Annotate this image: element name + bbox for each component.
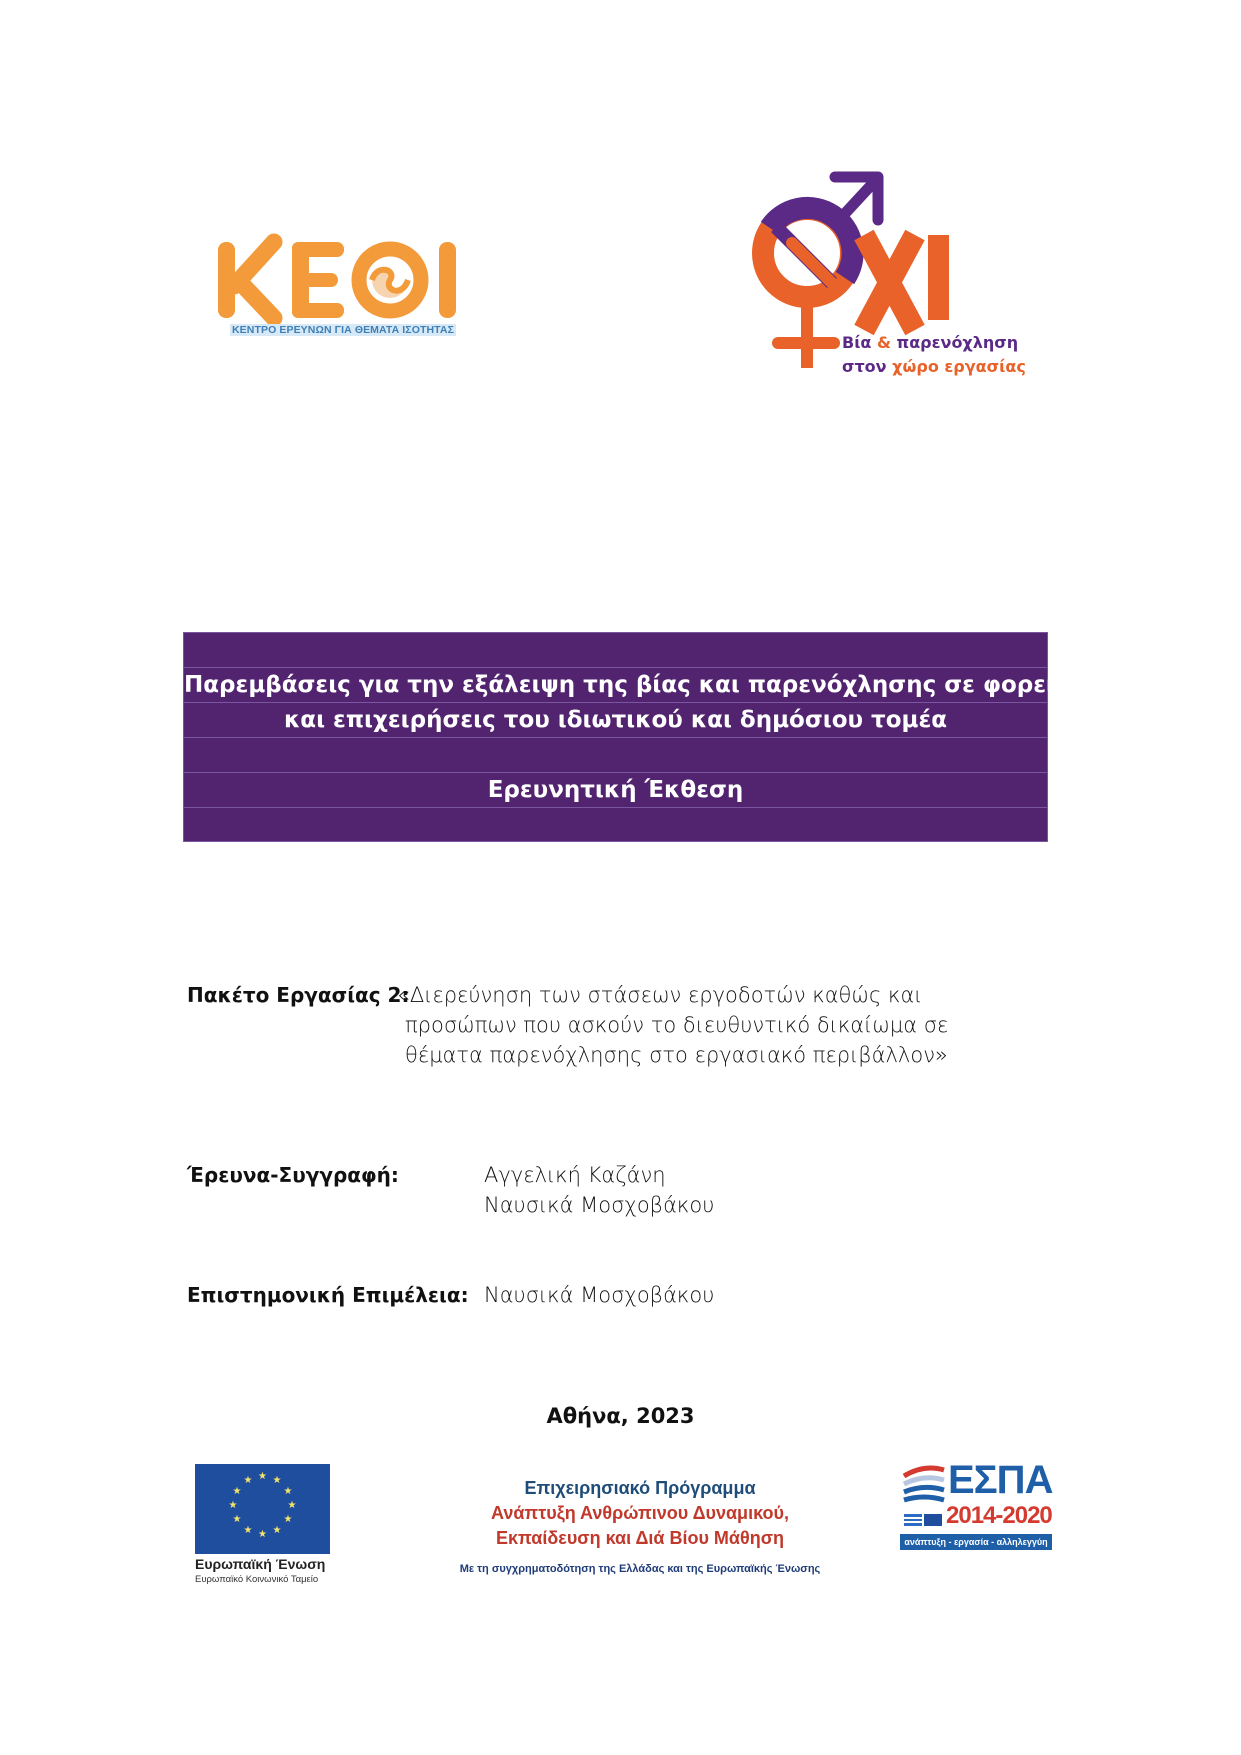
editor-label: Επιστημονική Επιμέλεια: — [187, 1283, 469, 1307]
operational-programme — [420, 1476, 860, 1575]
work-package-label: Πακέτο Εργασίας 2: — [187, 983, 410, 1007]
svg-text:★: ★ — [287, 1500, 297, 1511]
oxi-logo — [740, 165, 1040, 385]
title-line-2: και επιχειρήσεις του ιδιωτικού και δημόσιου τομέα — [184, 703, 1047, 738]
oxi-tagline-word: χώρο εργασίας — [892, 357, 1026, 376]
espa-years: 2014-2020 — [946, 1502, 1052, 1529]
keoi-logo — [212, 228, 474, 340]
title-box — [183, 632, 1069, 842]
oxi-tagline-line1 — [842, 333, 1018, 352]
editor-name: Ναυσικά Μοσχοβάκου — [484, 1283, 715, 1307]
title-spacer — [184, 633, 1047, 668]
author-name: Ναυσικά Μοσχοβάκου — [484, 1193, 715, 1217]
work-package-line-1: «Διερεύνηση των στάσεων εργοδοτών καθώς και — [397, 983, 923, 1007]
espa-wordmark: ΕΣΠΑ — [948, 1458, 1053, 1502]
svg-text:★: ★ — [243, 1475, 253, 1486]
work-package-line-3: θέματα παρενόχλησης στο εργασιακό περιβάλλον» — [405, 1043, 948, 1067]
keoi-subtitle: ΚΕΝΤΡΟ ΕΡΕΥΝΩΝ ΓΙΑ ΘΕΜΑΤΑ ΙΣΟΤΗΤΑΣ — [232, 324, 454, 336]
espa-slogan: ανάπτυξη - εργασία - αλληλεγγύη — [900, 1534, 1052, 1550]
svg-text:★: ★ — [272, 1475, 282, 1486]
op-line-2: Ανάπτυξη Ανθρώπινου Δυναμικού, — [491, 1503, 789, 1523]
svg-text:★: ★ — [283, 1486, 293, 1497]
svg-text:★: ★ — [258, 1529, 267, 1540]
eu-title: Ευρωπαϊκή Ένωση — [195, 1556, 326, 1572]
op-title: Επιχειρησιακό Πρόγραμμα — [524, 1478, 756, 1498]
svg-text:★: ★ — [232, 1514, 242, 1525]
svg-text:★: ★ — [228, 1500, 238, 1511]
espa-logo — [900, 1458, 1053, 1554]
gender-symbol-icon — [740, 165, 1040, 385]
espa-waves-icon — [900, 1462, 946, 1532]
eu-subtitle: Ευρωπαϊκό Κοινωνικό Ταμείο — [195, 1574, 319, 1585]
title-spacer — [184, 808, 1047, 843]
op-line-3: Εκπαίδευση και Διά Βίου Μάθηση — [495, 1528, 785, 1548]
work-package-line-2: προσώπων που ασκούν το διευθυντικό δικαίωμα σε — [405, 1013, 949, 1037]
author-name: Αγγελική Καζάνη — [484, 1163, 666, 1187]
svg-text:★: ★ — [283, 1514, 293, 1525]
oxi-tagline-word: στον — [842, 357, 887, 376]
oxi-tagline-word: Βία — [842, 333, 872, 352]
title-spacer — [184, 738, 1047, 773]
oxi-tagline-amp: & — [877, 333, 891, 352]
oxi-tagline-line2 — [842, 357, 1026, 376]
oxi-tagline-word: παρενόχληση — [896, 333, 1019, 352]
keoi-wordmark-icon — [212, 228, 474, 324]
svg-text:★: ★ — [232, 1486, 242, 1497]
place-date: Αθήνα, 2023 — [546, 1404, 695, 1428]
svg-text:★: ★ — [243, 1525, 253, 1536]
title-line-1: Παρεμβάσεις για την εξάλειψη της βίας και παρενόχλησης σε φορείς — [184, 668, 1047, 703]
svg-text:★: ★ — [272, 1525, 282, 1536]
authors-label: Έρευνα-Συγγραφή: — [187, 1163, 399, 1187]
cofunding-note: Με τη συγχρηματοδότηση της Ελλάδας και της Ευρωπαϊκής Ένωσης — [459, 1563, 821, 1575]
eu-flag-icon — [195, 1464, 330, 1554]
report-type: Ερευνητική Έκθεση — [184, 773, 1047, 808]
svg-text:★: ★ — [258, 1471, 267, 1482]
